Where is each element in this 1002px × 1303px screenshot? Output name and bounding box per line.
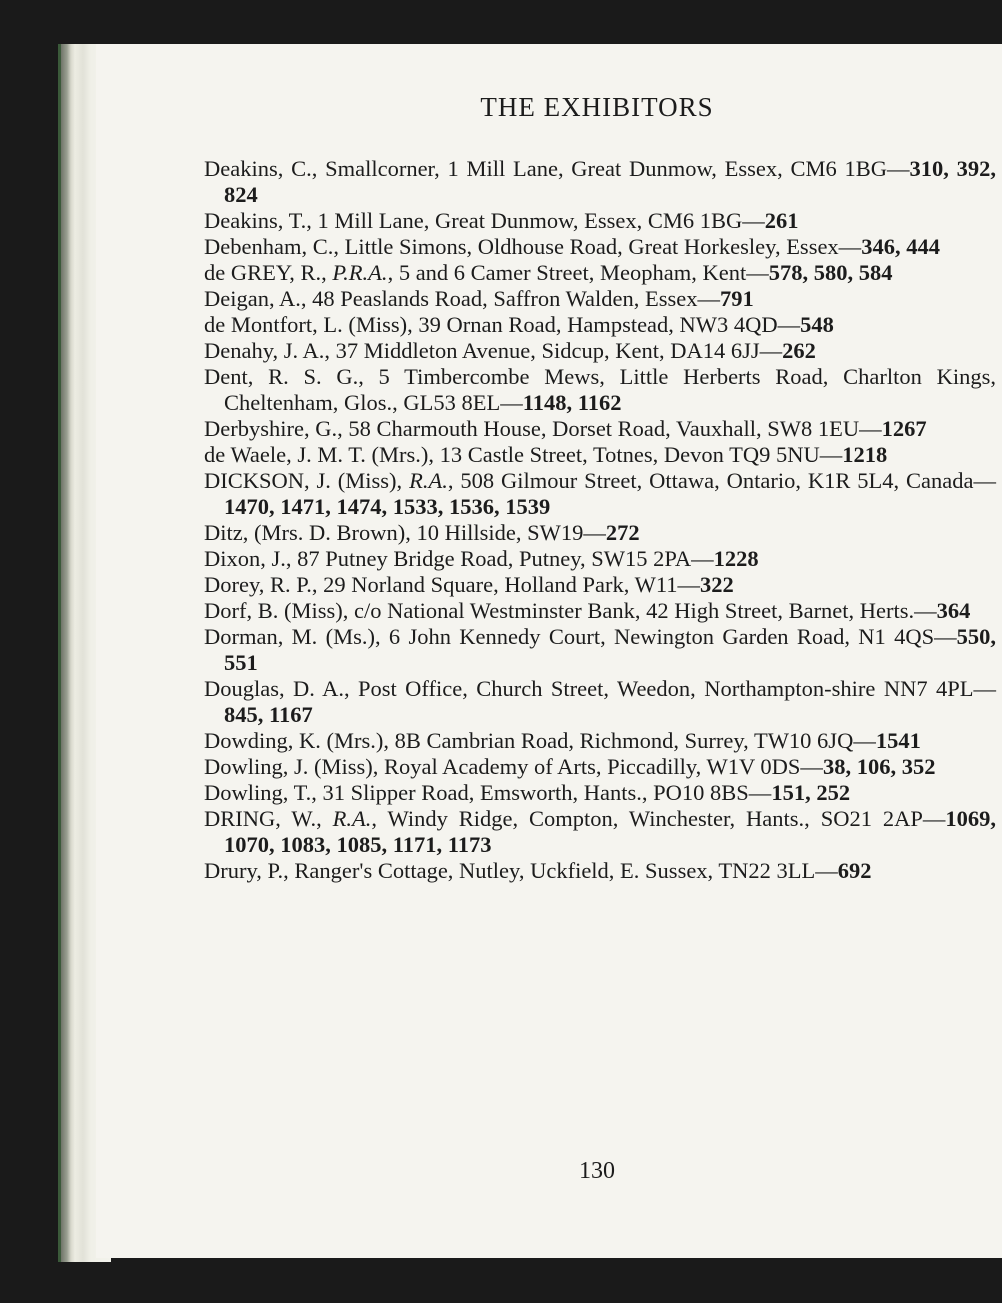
exhibitor-name-address: Ditz, (Mrs. D. Brown), 10 Hillside, SW19—: [204, 520, 606, 545]
exhibitor-address: , 508 Gilmour Street, Ottawa, Ontario, K1R 5L4, Canada—: [447, 468, 996, 493]
exhibitor-name-address: DICKSON, J. (Miss),: [204, 468, 410, 493]
exhibitor-entry: [204, 312, 996, 338]
exhibitor-name-address: Drury, P., Ranger's Cottage, Nutley, Uckfield, E. Sussex, TN22 3LL—: [204, 858, 838, 883]
exhibitor-name-address: Derbyshire, G., 58 Charmouth House, Dorset Road, Vauxhall, SW8 1EU—: [204, 416, 882, 441]
exhibitor-name-address: de GREY, R.,: [204, 260, 333, 285]
catalogue-numbers: 550, 551: [224, 624, 996, 675]
catalogue-numbers: 1228: [713, 546, 759, 571]
catalogue-numbers: 1148, 1162: [522, 390, 622, 415]
exhibitor-name-address: Douglas, D. A., Post Office, Church Street, Weedon, Northampton-shire NN7 4PL—: [204, 676, 996, 701]
exhibitor-entry: [204, 286, 996, 312]
exhibitor-entry: [204, 416, 996, 442]
exhibitor-entry: [204, 754, 996, 780]
exhibitor-name-address: Dent, R. S. G., 5 Timbercombe Mews, Little Herberts Road, Charlton Kings, Cheltenham, Glos., GL53 8EL—: [204, 364, 996, 415]
exhibitor-entry: [204, 572, 996, 598]
exhibitor-entry: [204, 780, 996, 806]
catalogue-numbers: 1267: [881, 416, 927, 441]
exhibitor-name-address: Denahy, J. A., 37 Middleton Avenue, Sidcup, Kent, DA14 6JJ—: [204, 338, 783, 363]
book-page: [96, 44, 1002, 1258]
exhibitor-address: , 5 and 6 Camer Street, Meopham, Kent—: [387, 260, 769, 285]
catalogue-numbers: 578, 580, 584: [768, 260, 893, 285]
catalogue-numbers: 322: [699, 572, 734, 597]
exhibitor-name-address: Dorf, B. (Miss), c/o National Westminster Bank, 42 High Street, Barnet, Herts.—: [204, 598, 937, 623]
exhibitor-name-address: Debenham, C., Little Simons, Oldhouse Road, Great Horkesley, Essex—: [204, 234, 862, 259]
running-header: THE EXHIBITORS: [480, 92, 714, 122]
exhibitor-entry: [204, 338, 996, 364]
exhibitor-entry: [204, 156, 996, 208]
catalogue-numbers: 1218: [842, 442, 888, 467]
exhibitor-entry: [204, 728, 996, 754]
exhibitor-entry: [204, 468, 996, 520]
exhibitor-title: P.R.A.: [332, 260, 388, 285]
exhibitor-entry: [204, 364, 996, 416]
exhibitor-entry: [204, 260, 996, 286]
catalogue-numbers: 272: [605, 520, 640, 545]
catalogue-numbers: 310, 392, 824: [224, 156, 996, 207]
exhibitor-name-address: Deakins, T., 1 Mill Lane, Great Dunmow, Essex, CM6 1BG—: [204, 208, 765, 233]
page-number: 130: [579, 1158, 615, 1184]
catalogue-numbers: 845, 1167: [224, 702, 313, 727]
exhibitor-entry: [204, 624, 996, 676]
exhibitor-name-address: Deigan, A., 48 Peaslands Road, Saffron Walden, Essex—: [204, 286, 721, 311]
exhibitor-entry: [204, 676, 996, 728]
exhibitor-list: [204, 156, 996, 884]
exhibitor-entry: [204, 520, 996, 546]
exhibitor-entry: [204, 806, 996, 858]
catalogue-numbers: 151, 252: [771, 780, 851, 805]
catalogue-numbers: 548: [800, 312, 834, 337]
exhibitor-name-address: Dorman, M. (Ms.), 6 John Kennedy Court, Newington Garden Road, N1 4QS—: [204, 624, 957, 649]
exhibitor-name-address: de Montfort, L. (Miss), 39 Ornan Road, Hampstead, NW3 4QD—: [204, 312, 801, 337]
catalogue-numbers: 261: [764, 208, 799, 233]
exhibitor-title: R.A.: [409, 468, 448, 493]
catalogue-numbers: 1470, 1471, 1474, 1533, 1536, 1539: [224, 494, 551, 519]
catalogue-numbers: 1069, 1070, 1083, 1085, 1171, 1173: [224, 806, 996, 857]
exhibitor-name-address: DRING, W.,: [204, 806, 333, 831]
exhibitor-name-address: Dixon, J., 87 Putney Bridge Road, Putney, SW15 2PA—: [204, 546, 714, 571]
exhibitor-name-address: Dowling, T., 31 Slipper Road, Emsworth, Hants., PO10 8BS—: [204, 780, 772, 805]
exhibitor-name-address: Deakins, C., Smallcorner, 1 Mill Lane, Great Dunmow, Essex, CM6 1BG—: [204, 156, 910, 181]
catalogue-numbers: 1541: [875, 728, 921, 753]
exhibitor-entry: [204, 546, 996, 572]
catalogue-numbers: 692: [837, 858, 872, 883]
exhibitor-name-address: Dowling, J. (Miss), Royal Academy of Arts, Piccadilly, W1V 0DS—: [204, 754, 823, 779]
catalogue-numbers: 791: [720, 286, 754, 311]
exhibitor-entry: [204, 208, 996, 234]
exhibitor-entry: [204, 234, 996, 260]
exhibitor-name-address: Dorey, R. P., 29 Norland Square, Holland Park, W11—: [204, 572, 700, 597]
exhibitor-entry: [204, 598, 996, 624]
catalogue-numbers: 262: [782, 338, 816, 363]
catalogue-numbers: 38, 106, 352: [822, 754, 936, 779]
exhibitor-title: R.A.: [332, 806, 372, 831]
exhibitor-name-address: de Waele, J. M. T. (Mrs.), 13 Castle Street, Totnes, Devon TQ9 5NU—: [204, 442, 843, 467]
exhibitor-entry: [204, 442, 996, 468]
exhibitor-address: , Windy Ridge, Compton, Winchester, Hants., SO21 2AP—: [371, 806, 946, 831]
catalogue-numbers: 364: [936, 598, 971, 623]
exhibitor-name-address: Dowding, K. (Mrs.), 8B Cambrian Road, Richmond, Surrey, TW10 6JQ—: [204, 728, 876, 753]
catalogue-numbers: 346, 444: [861, 234, 940, 259]
exhibitor-entry: [204, 858, 996, 884]
